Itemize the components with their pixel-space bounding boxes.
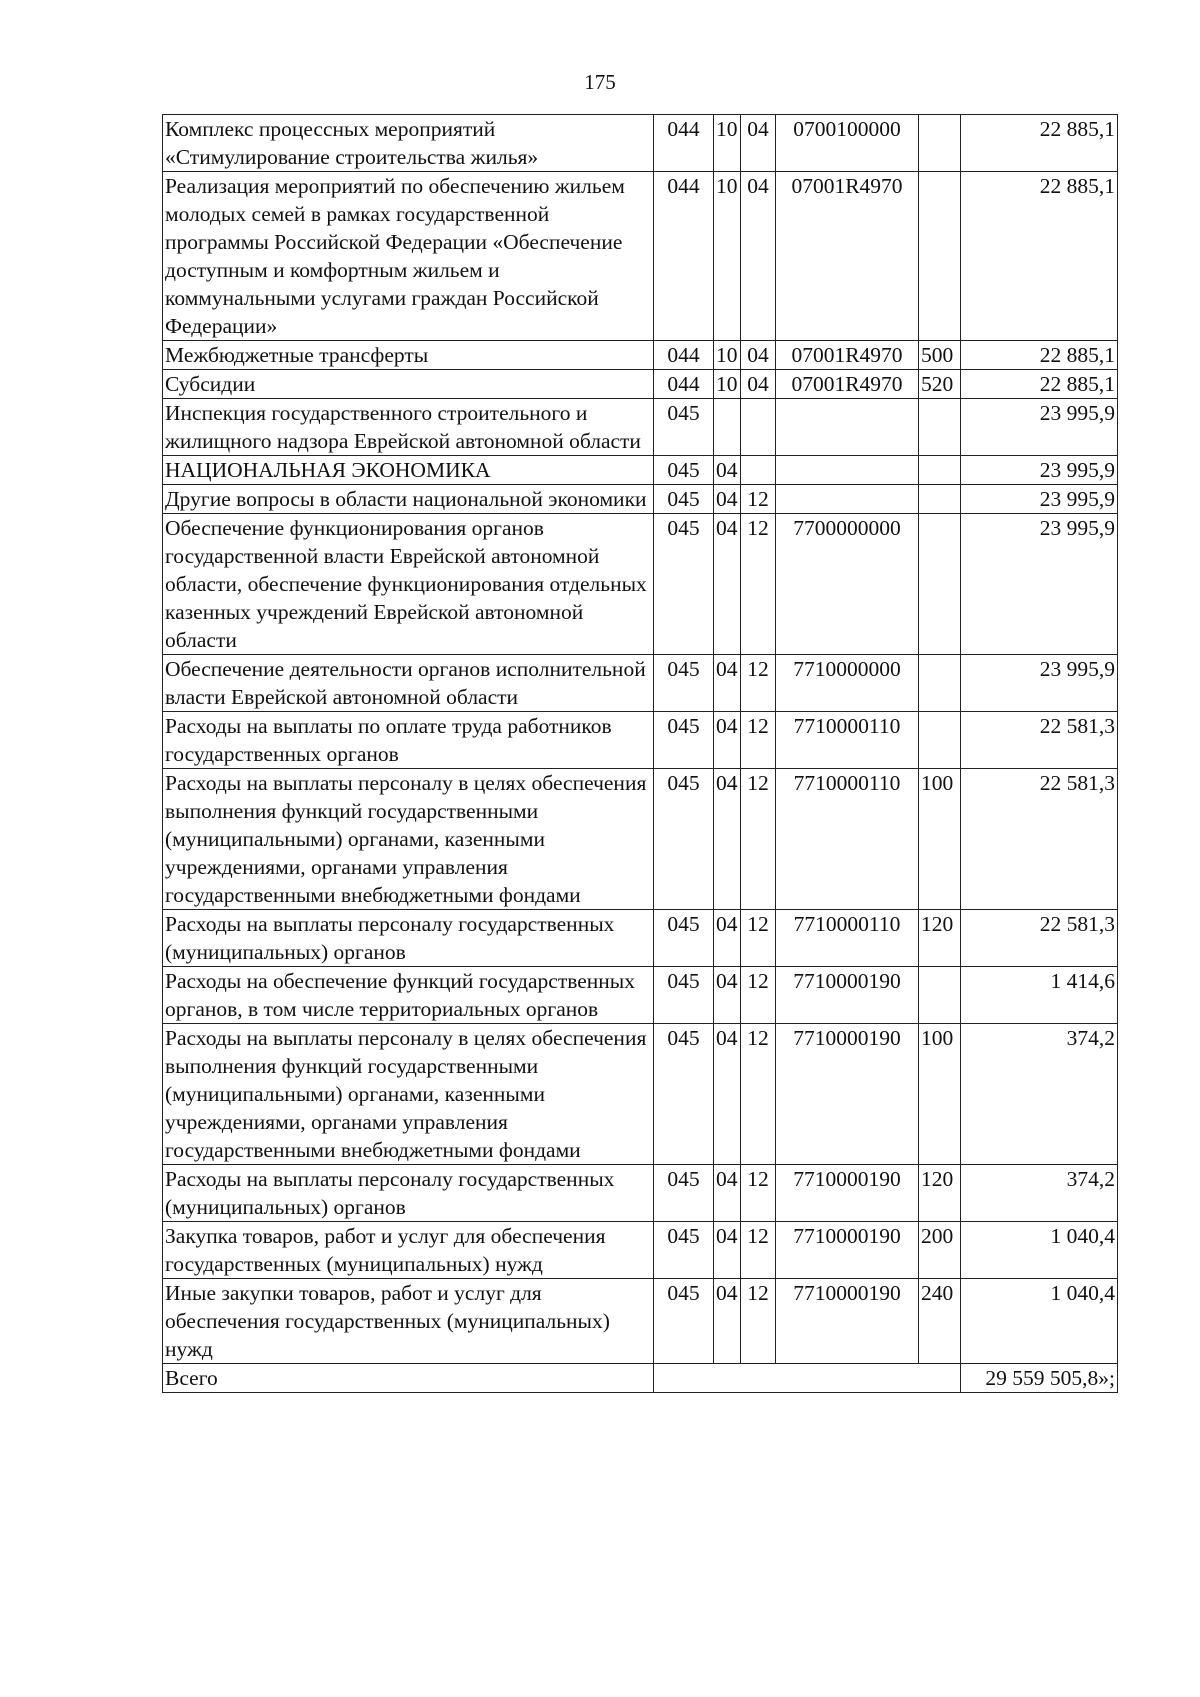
row-section: 10 bbox=[714, 341, 741, 370]
table-row bbox=[163, 399, 1118, 456]
row-admin-code: 045 bbox=[654, 910, 714, 967]
row-admin-code: 044 bbox=[654, 341, 714, 370]
row-admin-code: 045 bbox=[654, 1165, 714, 1222]
row-admin-code: 045 bbox=[654, 456, 714, 485]
row-expense-type bbox=[919, 712, 961, 769]
row-name: Расходы на обеспечение функций государственных органов, в том числе территориальных органов bbox=[163, 967, 654, 1024]
row-expense-type bbox=[919, 514, 961, 655]
row-expense-type: 100 bbox=[919, 1024, 961, 1165]
row-section: 04 bbox=[714, 655, 741, 712]
row-subsection: 12 bbox=[741, 910, 776, 967]
row-target-article: 07001R4970 bbox=[776, 370, 919, 399]
row-section: 04 bbox=[714, 712, 741, 769]
row-section: 04 bbox=[714, 1024, 741, 1165]
row-target-article: 7710000110 bbox=[776, 910, 919, 967]
row-expense-type bbox=[919, 172, 961, 341]
row-amount: 23 995,9 bbox=[961, 399, 1118, 456]
row-subsection: 12 bbox=[741, 1279, 776, 1364]
row-name: НАЦИОНАЛЬНАЯ ЭКОНОМИКА bbox=[163, 456, 654, 485]
total-label: Всего bbox=[163, 1364, 654, 1393]
table-row bbox=[163, 370, 1118, 399]
table-row bbox=[163, 655, 1118, 712]
row-admin-code: 045 bbox=[654, 1279, 714, 1364]
row-name: Расходы на выплаты персоналу в целях обеспечения выполнения функций государственными (муниципальными) органами, казенными учреждениями, органами управления государственными внебюджетными фондами bbox=[163, 769, 654, 910]
row-admin-code: 045 bbox=[654, 712, 714, 769]
row-name: Расходы на выплаты персоналу государственных (муниципальных) органов bbox=[163, 910, 654, 967]
table-row bbox=[163, 456, 1118, 485]
row-expense-type bbox=[919, 115, 961, 172]
row-amount: 22 885,1 bbox=[961, 115, 1118, 172]
table-row bbox=[163, 485, 1118, 514]
row-amount: 23 995,9 bbox=[961, 485, 1118, 514]
row-target-article: 07001R4970 bbox=[776, 172, 919, 341]
row-target-article: 7710000190 bbox=[776, 1222, 919, 1279]
row-expense-type bbox=[919, 967, 961, 1024]
row-subsection: 04 bbox=[741, 172, 776, 341]
row-amount: 374,2 bbox=[961, 1165, 1118, 1222]
row-amount: 1 414,6 bbox=[961, 967, 1118, 1024]
row-section: 04 bbox=[714, 769, 741, 910]
row-expense-type bbox=[919, 399, 961, 456]
row-subsection: 04 bbox=[741, 115, 776, 172]
row-expense-type: 100 bbox=[919, 769, 961, 910]
row-name: Межбюджетные трансферты bbox=[163, 341, 654, 370]
row-section: 04 bbox=[714, 1279, 741, 1364]
row-target-article: 7710000110 bbox=[776, 769, 919, 910]
row-amount: 23 995,9 bbox=[961, 456, 1118, 485]
row-admin-code: 045 bbox=[654, 1222, 714, 1279]
row-amount: 374,2 bbox=[961, 1024, 1118, 1165]
row-admin-code: 044 bbox=[654, 172, 714, 341]
total-row bbox=[163, 1364, 1118, 1393]
row-amount: 1 040,4 bbox=[961, 1222, 1118, 1279]
row-admin-code: 044 bbox=[654, 115, 714, 172]
table-row bbox=[163, 514, 1118, 655]
row-section: 04 bbox=[714, 967, 741, 1024]
row-subsection: 12 bbox=[741, 967, 776, 1024]
row-subsection: 12 bbox=[741, 1024, 776, 1165]
table-row bbox=[163, 1024, 1118, 1165]
row-target-article: 0700100000 bbox=[776, 115, 919, 172]
row-amount: 23 995,9 bbox=[961, 514, 1118, 655]
row-name: Расходы на выплаты персоналу государственных (муниципальных) органов bbox=[163, 1165, 654, 1222]
row-name: Обеспечение деятельности органов исполнительной власти Еврейской автономной области bbox=[163, 655, 654, 712]
row-amount: 22 581,3 bbox=[961, 769, 1118, 910]
table-row bbox=[163, 967, 1118, 1024]
row-name: Инспекция государственного строительного и жилищного надзора Еврейской автономной области bbox=[163, 399, 654, 456]
row-amount: 22 581,3 bbox=[961, 712, 1118, 769]
table-row bbox=[163, 910, 1118, 967]
row-expense-type: 500 bbox=[919, 341, 961, 370]
row-name: Реализация мероприятий по обеспечению жильем молодых семей в рамках государственной программы Российской Федерации «Обеспечение доступным и комфортным жильем и коммунальными услугами граждан Российской Федерации» bbox=[163, 172, 654, 341]
table-row bbox=[163, 769, 1118, 910]
row-section: 04 bbox=[714, 1165, 741, 1222]
row-subsection bbox=[741, 456, 776, 485]
row-admin-code: 045 bbox=[654, 967, 714, 1024]
row-expense-type bbox=[919, 485, 961, 514]
table-row bbox=[163, 341, 1118, 370]
row-target-article: 7700000000 bbox=[776, 514, 919, 655]
row-admin-code: 045 bbox=[654, 485, 714, 514]
row-amount: 22 581,3 bbox=[961, 910, 1118, 967]
row-subsection: 12 bbox=[741, 712, 776, 769]
row-subsection: 12 bbox=[741, 1222, 776, 1279]
row-section: 04 bbox=[714, 514, 741, 655]
table-row bbox=[163, 712, 1118, 769]
row-admin-code: 045 bbox=[654, 399, 714, 456]
row-target-article: 7710000110 bbox=[776, 712, 919, 769]
row-expense-type: 120 bbox=[919, 910, 961, 967]
row-section: 04 bbox=[714, 910, 741, 967]
table-row bbox=[163, 172, 1118, 341]
row-name: Обеспечение функционирования органов государственной власти Еврейской автономной области, обеспечение функционирования отдельных казенных учреждений Еврейской автономной области bbox=[163, 514, 654, 655]
row-section: 04 bbox=[714, 1222, 741, 1279]
row-amount: 23 995,9 bbox=[961, 655, 1118, 712]
row-expense-type: 120 bbox=[919, 1165, 961, 1222]
row-target-article: 7710000000 bbox=[776, 655, 919, 712]
table-row bbox=[163, 1222, 1118, 1279]
row-subsection: 04 bbox=[741, 370, 776, 399]
row-target-article: 7710000190 bbox=[776, 1165, 919, 1222]
row-name: Комплекс процессных мероприятий «Стимулирование строительства жилья» bbox=[163, 115, 654, 172]
row-subsection bbox=[741, 399, 776, 456]
row-target-article bbox=[776, 485, 919, 514]
table-row bbox=[163, 1279, 1118, 1364]
row-subsection: 12 bbox=[741, 769, 776, 910]
row-name: Иные закупки товаров, работ и услуг для обеспечения государственных (муниципальных) нужд bbox=[163, 1279, 654, 1364]
row-name: Закупка товаров, работ и услуг для обеспечения государственных (муниципальных) нужд bbox=[163, 1222, 654, 1279]
row-section: 04 bbox=[714, 485, 741, 514]
row-expense-type: 240 bbox=[919, 1279, 961, 1364]
row-section: 10 bbox=[714, 172, 741, 341]
row-subsection: 12 bbox=[741, 514, 776, 655]
row-name: Субсидии bbox=[163, 370, 654, 399]
row-section: 10 bbox=[714, 370, 741, 399]
row-expense-type: 200 bbox=[919, 1222, 961, 1279]
row-section: 10 bbox=[714, 115, 741, 172]
row-target-article: 07001R4970 bbox=[776, 341, 919, 370]
row-name: Расходы на выплаты персоналу в целях обеспечения выполнения функций государственными (муниципальными) органами, казенными учреждениями, органами управления государственными внебюджетными фондами bbox=[163, 1024, 654, 1165]
row-admin-code: 045 bbox=[654, 655, 714, 712]
total-amount: 29 559 505,8»; bbox=[961, 1364, 1118, 1393]
row-target-article bbox=[776, 399, 919, 456]
budget-table-body bbox=[163, 115, 1118, 1364]
row-admin-code: 044 bbox=[654, 370, 714, 399]
row-amount: 22 885,1 bbox=[961, 172, 1118, 341]
row-target-article: 7710000190 bbox=[776, 967, 919, 1024]
row-amount: 1 040,4 bbox=[961, 1279, 1118, 1364]
budget-table bbox=[162, 114, 1118, 1393]
table-row bbox=[163, 1165, 1118, 1222]
total-empty-cell bbox=[654, 1364, 961, 1393]
row-name: Расходы на выплаты по оплате труда работников государственных органов bbox=[163, 712, 654, 769]
row-subsection: 12 bbox=[741, 1165, 776, 1222]
row-section: 04 bbox=[714, 456, 741, 485]
row-target-article: 7710000190 bbox=[776, 1279, 919, 1364]
row-target-article: 7710000190 bbox=[776, 1024, 919, 1165]
row-subsection: 12 bbox=[741, 485, 776, 514]
row-subsection: 12 bbox=[741, 655, 776, 712]
row-admin-code: 045 bbox=[654, 514, 714, 655]
page-number: 175 bbox=[584, 70, 616, 94]
row-name: Другие вопросы в области национальной экономики bbox=[163, 485, 654, 514]
row-subsection: 04 bbox=[741, 341, 776, 370]
row-expense-type bbox=[919, 655, 961, 712]
row-expense-type: 520 bbox=[919, 370, 961, 399]
row-admin-code: 045 bbox=[654, 769, 714, 910]
row-amount: 22 885,1 bbox=[961, 370, 1118, 399]
row-expense-type bbox=[919, 456, 961, 485]
row-admin-code: 045 bbox=[654, 1024, 714, 1165]
row-target-article bbox=[776, 456, 919, 485]
table-row bbox=[163, 115, 1118, 172]
row-amount: 22 885,1 bbox=[961, 341, 1118, 370]
row-section bbox=[714, 399, 741, 456]
